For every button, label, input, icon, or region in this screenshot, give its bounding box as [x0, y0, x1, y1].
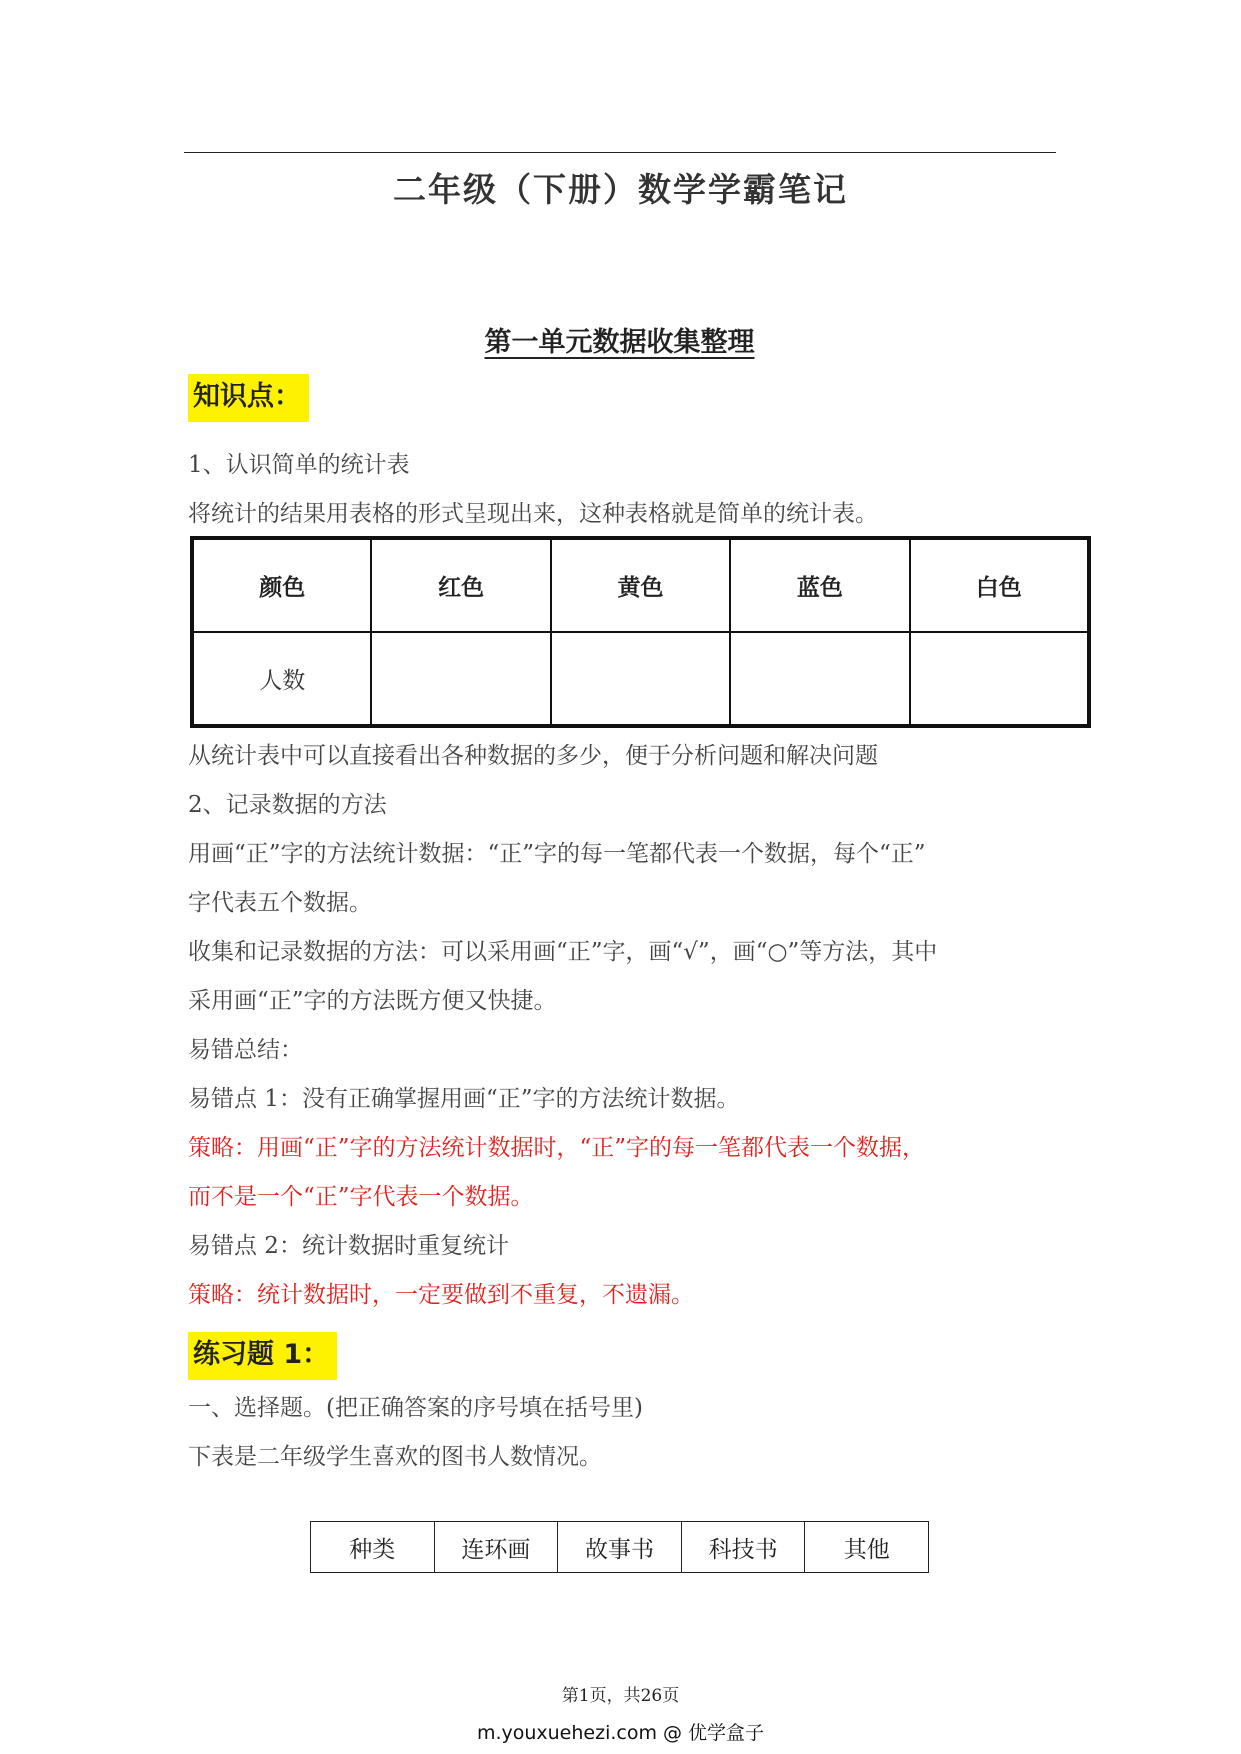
text-line: 从统计表中可以直接看出各种数据的多少，便于分析问题和解决问题	[188, 743, 878, 769]
table-cell: 故事书	[558, 1522, 682, 1573]
text-line: 2、记录数据的方法	[188, 792, 387, 818]
header-rule	[184, 152, 1056, 153]
knowledge-heading-text: 知识点：	[188, 374, 309, 422]
table-cell: 白色	[910, 538, 1089, 632]
table-cell: 种类	[311, 1522, 435, 1573]
book-type-table	[310, 1521, 929, 1573]
table-cell: 红色	[371, 538, 550, 632]
table-cell	[730, 632, 909, 726]
table-cell: 连环画	[434, 1522, 558, 1573]
text-line: 下表是二年级学生喜欢的图书人数情况。	[188, 1444, 602, 1470]
color-stats-table	[190, 536, 1091, 728]
table-row	[192, 632, 1089, 726]
text-line: 易错点 1：没有正确掌握用画“正”字的方法统计数据。	[188, 1086, 740, 1112]
strategy-line: 而不是一个“正”字代表一个数据。	[188, 1184, 534, 1210]
text-line: 用画“正”字的方法统计数据：“正”字的每一笔都代表一个数据，每个“正”	[188, 841, 926, 867]
text-line: 采用画“正”字的方法既方便又快捷。	[188, 988, 557, 1014]
text-line: 易错点 2：统计数据时重复统计	[188, 1233, 509, 1259]
table-cell: 黄色	[551, 538, 730, 632]
text-line: 字代表五个数据。	[188, 890, 372, 916]
table-cell: 颜色	[192, 538, 371, 632]
text-line: 易错总结：	[188, 1037, 303, 1063]
table-header-row	[311, 1522, 929, 1573]
unit-title-text: 第一单元数据收集整理	[484, 327, 755, 358]
table-cell: 科技书	[681, 1522, 805, 1573]
footer-watermark: m.youxuehezi.com @ 优学盒子	[476, 1722, 765, 1744]
document-title: 二年级（下册）数学学霸笔记	[393, 170, 848, 209]
table-cell: 人数	[192, 632, 371, 726]
text-line: 一、选择题。(把正确答案的序号填在括号里)	[188, 1395, 643, 1421]
page-number: 第1页，共26页	[561, 1686, 680, 1706]
strategy-line: 策略：用画“正”字的方法统计数据时，“正”字的每一笔都代表一个数据，	[188, 1135, 926, 1161]
text-line: 收集和记录数据的方法：可以采用画“正”字，画“√”，画“○”等方法，其中	[188, 939, 938, 965]
table-header-row	[192, 538, 1089, 632]
table-cell: 其他	[805, 1522, 929, 1573]
text-line: 1、认识简单的统计表	[188, 452, 410, 478]
exercise-heading	[188, 1332, 337, 1371]
strategy-line: 策略：统计数据时，一定要做到不重复，不遗漏。	[188, 1282, 694, 1308]
exercise-heading-text: 练习题 1：	[188, 1332, 337, 1380]
table-cell	[910, 632, 1089, 726]
text-line: 将统计的结果用表格的形式呈现出来，这种表格就是简单的统计表。	[188, 501, 878, 527]
table-cell	[551, 632, 730, 726]
unit-title	[0, 320, 1241, 359]
table-cell: 蓝色	[730, 538, 909, 632]
knowledge-heading	[188, 374, 309, 413]
table-cell	[371, 632, 550, 726]
